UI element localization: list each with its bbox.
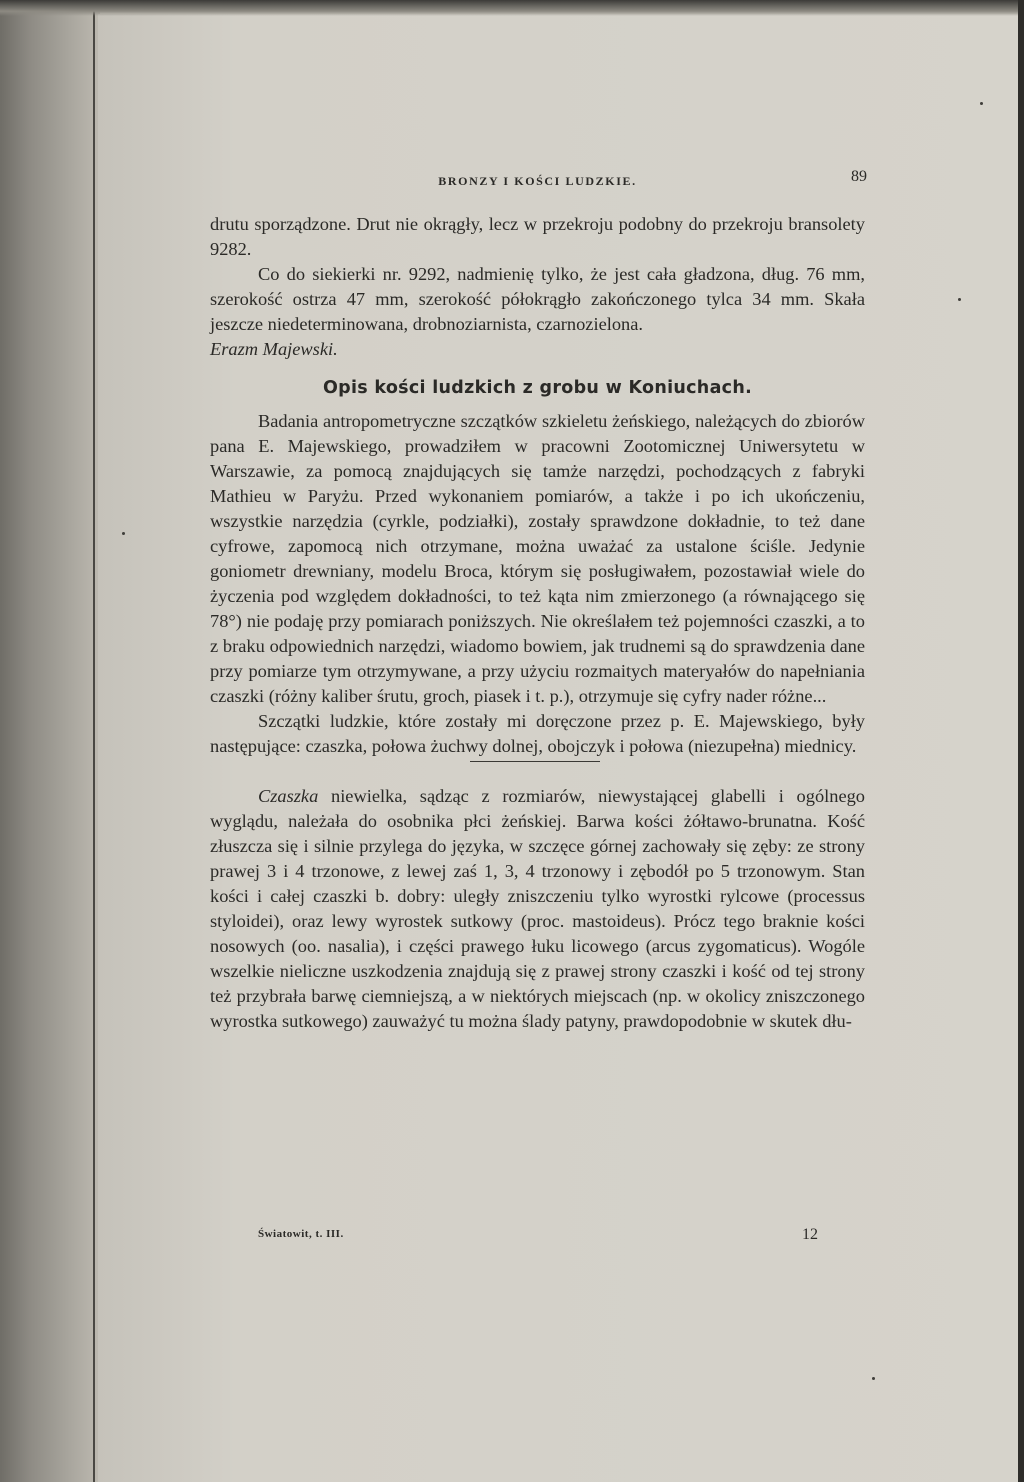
page-body (210, 212, 865, 1034)
signature-mark: Światowit, t. III. (258, 1228, 344, 1240)
author-signature: Erazm Majewski. (210, 339, 338, 359)
gutter-line (93, 0, 95, 1482)
paragraph-continuation: drutu sporządzone. Drut nie okrągły, lecz w przekroju podobny do przekroju bransolety 9282. (210, 214, 865, 259)
paper-speck (958, 298, 961, 301)
paragraph-skull-text: niewielka, sądząc z rozmiarów, niewystającej glabelli i ogólnego wyglądu, należała do osobnika płci żeńskiej. Barwa kości żółtawo-brunatna. Kość złuszcza się i silnie przylega do języka, w szczęce górnej zachowały się zęby: ze strony prawej 3 i 4 trzonowe, z lewej zaś 1, 3, 4 trzonowy i zębodół po 5 trzonowym. Stan kości i całej czaszki b. dobry: uległy zniszczeniu tylko wyrostki rylcowe (processus styloidei), oraz lewy wyrostek sutkowy (proc. mastoideus). Prócz tego braknie kości nosowych (oo. nasalia), i części prawego łuku licowego (arcus zygomaticus). Wogóle wszelkie nieliczne uszkodzenia znajdują się z prawej strony czaszki i kość od tej strony też przybrała barwę ciemniejszą, a w niektórych miejscach (np. w okolicy zniszczonego wyrostka sutkowego) zauważyć tu można ślady patyny, prawdopodobnie w skutek dłu- (210, 786, 865, 1031)
paragraph-methods: Badania antropometryczne szczątków szkieletu żeńskiego, należących do zbiorów pana E. Majewskiego, prowadziłem w pracowni Zootomicznej Uniwersytetu w Warszawie, za pomocą znajdujących się tamże narzędzi, pochodzących z fabryki Mathieu w Paryżu. Przed wykonaniem pomiarów, a także i po ich ukończeniu, wszystkie narzędzia (cyrkle, podziałki), zostały sprawdzone dokładnie, to też dane cyfrowe, zapomocą nich otrzymane, można uważać za ustalone ściśle. Jedynie goniometr drewniany, modelu Broca, którym się posługiwałem, pozostawiał wiele do życzenia pod względem dokładności, to też kąta nim zmierzonego (a równającego się 78°) nie podaję przy pomiarach poniższych. Nie określałem też pojemności czaszki, a to z braku odpowiednich narzędzi, wiadomo bowiem, jak trudnemi są do sprawdzenia dane przy pomiarze tym otrzymywane, a przy użyciu rozmaitych materyałów do napełniania czaszki (różny kaliber śrutu, groch, piasek i t. p.), otrzymuje się cyfry nader różne... (210, 411, 865, 706)
section-title: Opis kości ludzkich z grobu w Koniuchach. (322, 378, 753, 398)
paper-speck (980, 102, 983, 105)
paragraph-remains: Szczątki ludzkie, które zostały mi doręczone przez p. E. Majewskiego, były następujące: czaszka, połowa żuchwy dolnej, obojczyk i połowa (niezupełna) miednicy. (210, 711, 865, 756)
page-number: 89 (851, 168, 867, 185)
sheet-number: 12 (802, 1226, 818, 1243)
page-footer (258, 1226, 818, 1246)
paper-speck (122, 532, 125, 535)
paragraph-lead-word: Czaszka (258, 786, 319, 806)
paragraph-axe: Co do siekierki nr. 9292, nadmienię tylko, że jest cała gładzona, dług. 76 mm, szerokość ostrza 47 mm, szerokość półokrągło zakończonego tylca 34 mm. Skała jeszcze niedeterminowana, drobnoziarnista, czarnozielona. (210, 264, 865, 334)
section-divider (470, 761, 600, 762)
page-header (210, 168, 865, 192)
running-head: BRONZY I KOŚCI LUDZKIE. (438, 174, 637, 188)
scan-edge-top (0, 0, 1024, 16)
paper-speck (872, 1377, 875, 1380)
paragraph-skull (210, 784, 865, 1034)
scan-edge-left (0, 0, 100, 1482)
scan-edge-right (1018, 0, 1024, 1482)
